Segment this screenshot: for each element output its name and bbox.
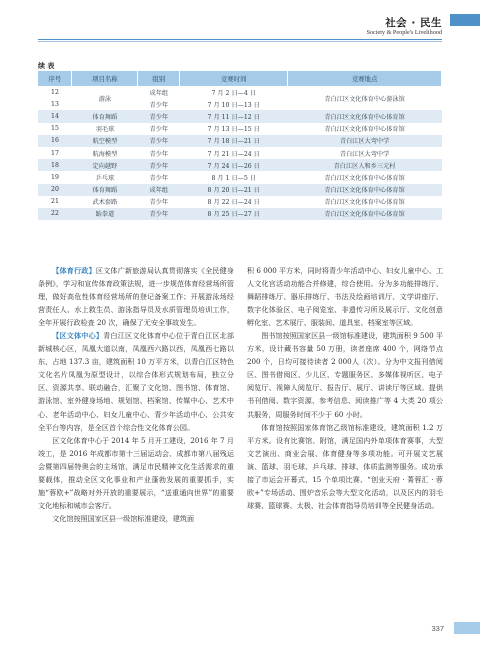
cell-venue: 青白江区人和乡三元村 xyxy=(288,159,442,171)
column-header-time: 竞赛时间 xyxy=(180,71,288,86)
cell-event: 羽毛球 xyxy=(72,123,138,135)
table-caption: 续 表 xyxy=(38,62,55,70)
cell-number: 16 xyxy=(38,135,72,147)
cell-venue: 青白江区文化体育中心体育馆 xyxy=(288,184,442,196)
cell-number: 21 xyxy=(38,196,72,208)
cell-event: 体育舞蹈 xyxy=(72,110,138,122)
section-title: 社会 · 民生 xyxy=(385,17,442,29)
cell-group: 青少年 xyxy=(138,196,180,208)
section-tag-sports-administration: 【体育行政】 xyxy=(52,266,96,275)
cell-time: 7 月 13 日—15 日 xyxy=(180,123,288,135)
cell-group: 青少年 xyxy=(138,98,180,110)
cell-group: 成年组 xyxy=(138,86,180,98)
paragraph-sports-administration xyxy=(38,264,234,329)
table-row xyxy=(38,123,442,135)
cell-venue: 青白江区文化体育中心体育馆 xyxy=(288,123,442,135)
cell-number: 20 xyxy=(38,184,72,196)
paragraph-culture-sports-center xyxy=(38,329,234,433)
table-row xyxy=(38,135,442,147)
cell-group: 成年组 xyxy=(138,184,180,196)
header-rule-secondary xyxy=(38,41,442,42)
table-header-row xyxy=(38,71,442,86)
cell-number: 13 xyxy=(38,98,72,110)
cell-venue: 青白江区大弯中学 xyxy=(288,147,442,159)
cell-number: 18 xyxy=(38,159,72,171)
cell-time: 7 月 10 日—13 日 xyxy=(180,98,288,110)
section-subtitle: Society & People's Livelihood xyxy=(366,29,442,36)
table-row xyxy=(38,147,442,159)
cell-time: 8 月 25 日—27 日 xyxy=(180,208,288,220)
cell-group: 青少年 xyxy=(138,110,180,122)
cell-time: 7 月 18 日—21 日 xyxy=(180,135,288,147)
paragraph-culture-hall-continued: 积 6 000 平方米，同时将青少年活动中心、妇女儿童中心、工人文化宫活动功能合并修建，综合使用。分为多功能排练厅、舞蹈排练厅、器乐排练厅、书法及绘画培训厅、文学讲座厅、数字化体验区、电子阅览室、非遗传习所及展示厅、文化创意孵化室、艺术展厅、服装间、道具室、档案室等区域。 xyxy=(247,266,443,328)
cell-venue: 青白江区文化体育中心体育馆 xyxy=(288,196,442,208)
cell-event: 体育舞蹈 xyxy=(72,184,138,196)
competition-schedule-table xyxy=(38,71,442,220)
table-row xyxy=(38,159,442,171)
cell-venue: 青白江区文化体育中心体育馆 xyxy=(288,208,442,220)
column-header-venue: 竞赛地点 xyxy=(288,71,442,86)
paragraph-gymnasium: 体育馆按照国家体育馆乙级馆标准建设，建筑面积 1.2 万平方米。设有比赛馆、附馆，满足国内外单项体育赛事，大型文艺演出、商业会展、体育健身等多项功能。可开展文艺展演、篮球、羽毛球、乒乓球、排球、体质监测等服务。成功承接了市运会开幕式、15 个单项比赛、“创业天府 · 菁蓉汇 · 蓉欧+”专场活动、围炉音乐会等大型文化活动，以及区内的羽毛球赛、篮球赛、太极、社会体育指导员培训等全民健身活动。 xyxy=(247,422,443,510)
table-row xyxy=(38,184,442,196)
footer-accent-bar xyxy=(454,622,480,634)
paragraph-text: 区文体广新旅游局认真贯彻落实《全民健身条例》，学习和宣传体育政策法规，进一步规范体育经营场所管理，做好高危性体育经营场所的登记备案工作；开展游泳场经营责任人、水上救生员、游泳指导员及水质管理员培训工作，全年开展行政检查 20 次，确保了无安全事故发生。 xyxy=(38,266,235,328)
cell-number: 15 xyxy=(38,123,72,135)
header-rule xyxy=(38,39,442,40)
cell-time: 7 月 2 日—4 日 xyxy=(180,86,288,98)
cell-time: 7 月 24 日—26 日 xyxy=(180,159,288,171)
paragraph-text: 青白江区文化体育中心位于青白江区北部新城核心区，凤凰大道以南，凤凰西六路以西，凤凰西七路以东，占地 137.3 亩，建筑面积 10 万平方米，以青白江区特色文化名片凤凰为原型设计，以综合体形式规划布局，独立分区、资源共享、联动融合，汇聚了文化馆、图书馆、体育馆、游泳馆、室外健身场地、规划馆、档案馆、传媒中心、艺术中心、老年活动中心、妇女儿童中心、青少年活动中心、公共安全平台等内容，是全区首个综合性文化体育公园。 xyxy=(38,331,235,432)
cell-event: 游泳 xyxy=(72,86,138,110)
cell-group: 青少年 xyxy=(138,147,180,159)
cell-event: 航海模型 xyxy=(72,147,138,159)
cell-number: 17 xyxy=(38,147,72,159)
cell-group: 青少年 xyxy=(138,123,180,135)
cell-number: 14 xyxy=(38,110,72,122)
column-header-number: 序号 xyxy=(38,71,72,86)
cell-number: 22 xyxy=(38,208,72,220)
cell-time: 7 月 21 日—24 日 xyxy=(180,147,288,159)
paragraph-culture-hall-start: 文化馆按照国家区县一级馆标准建设，建筑面 xyxy=(52,513,195,523)
cell-event: 跆拳道 xyxy=(72,208,138,220)
page-header xyxy=(0,0,480,50)
cell-time: 8 月 20 日—21 日 xyxy=(180,184,288,196)
page-number: 337 xyxy=(431,624,444,633)
cell-group: 青少年 xyxy=(138,135,180,147)
cell-event: 定向越野 xyxy=(72,159,138,171)
paragraph-library: 图书馆按照国家区县一级馆标准建设，建筑面积 9 500 平方米，设计藏书容量 50 万册，读者座席 400 个，网络节点 200 个，日均可接待读者 2 000人（次）。分为中文报刊借阅区、图书借阅区、少儿区、专题服务区、多媒体视听区、电子阅览厅、视障人阅览厅、报告厅、展厅、讲读厅等区域。提供书刊借阅、数字资源、参考信息、阅读推广等 4 大类 20 项公共服务，周服务时间不少于 60 小时。 xyxy=(247,331,443,419)
cell-venue: 青白江区文化体育中心体育馆 xyxy=(288,110,442,122)
cell-time: 7 月 11 日—12 日 xyxy=(180,110,288,122)
cell-venue: 青白江区文化体育中心体育馆 xyxy=(288,171,442,183)
cell-venue: 青白江区文化体育中心游泳馆 xyxy=(288,86,442,110)
cell-number: 12 xyxy=(38,86,72,98)
table-row xyxy=(38,196,442,208)
cell-group: 青少年 xyxy=(138,208,180,220)
cell-time: 8 月 1 日—5 日 xyxy=(180,171,288,183)
header-accent-bar xyxy=(450,14,480,26)
cell-group: 青少年 xyxy=(138,171,180,183)
right-text-column xyxy=(247,264,443,512)
table-row xyxy=(38,110,442,122)
column-header-event: 项目名称 xyxy=(72,71,138,86)
section-tag-culture-sports-center: 【区文体中心】 xyxy=(52,331,104,341)
column-header-group: 组别 xyxy=(138,71,180,86)
cell-event: 乒乓球 xyxy=(72,171,138,183)
table-row xyxy=(38,171,442,183)
cell-group: 青少年 xyxy=(138,159,180,171)
cell-time: 8 月 22 日—24 日 xyxy=(180,196,288,208)
table-row xyxy=(38,208,442,220)
left-text-column xyxy=(38,264,234,525)
paragraph-center-construction: 区文化体育中心于 2014 年 5 月开工建设，2016 年 7 月竣工，是 2016 年成都市第十三届运动会、成都市第八届残运会暨第四届特奥会的主场馆，满足市民精神文化生活需求的重要载体，推动全区文化事业和产业蓬勃发展的重要抓手，实施“蓉欧+”战略对外开放的重要展示，“送重通向世界”的重要文化地标和城市会客厅。 xyxy=(38,435,234,510)
cell-event: 航空模型 xyxy=(72,135,138,147)
cell-number: 19 xyxy=(38,171,72,183)
cell-venue: 青白江区大弯中学 xyxy=(288,135,442,147)
table-row xyxy=(38,86,442,98)
cell-event: 武术套路 xyxy=(72,196,138,208)
